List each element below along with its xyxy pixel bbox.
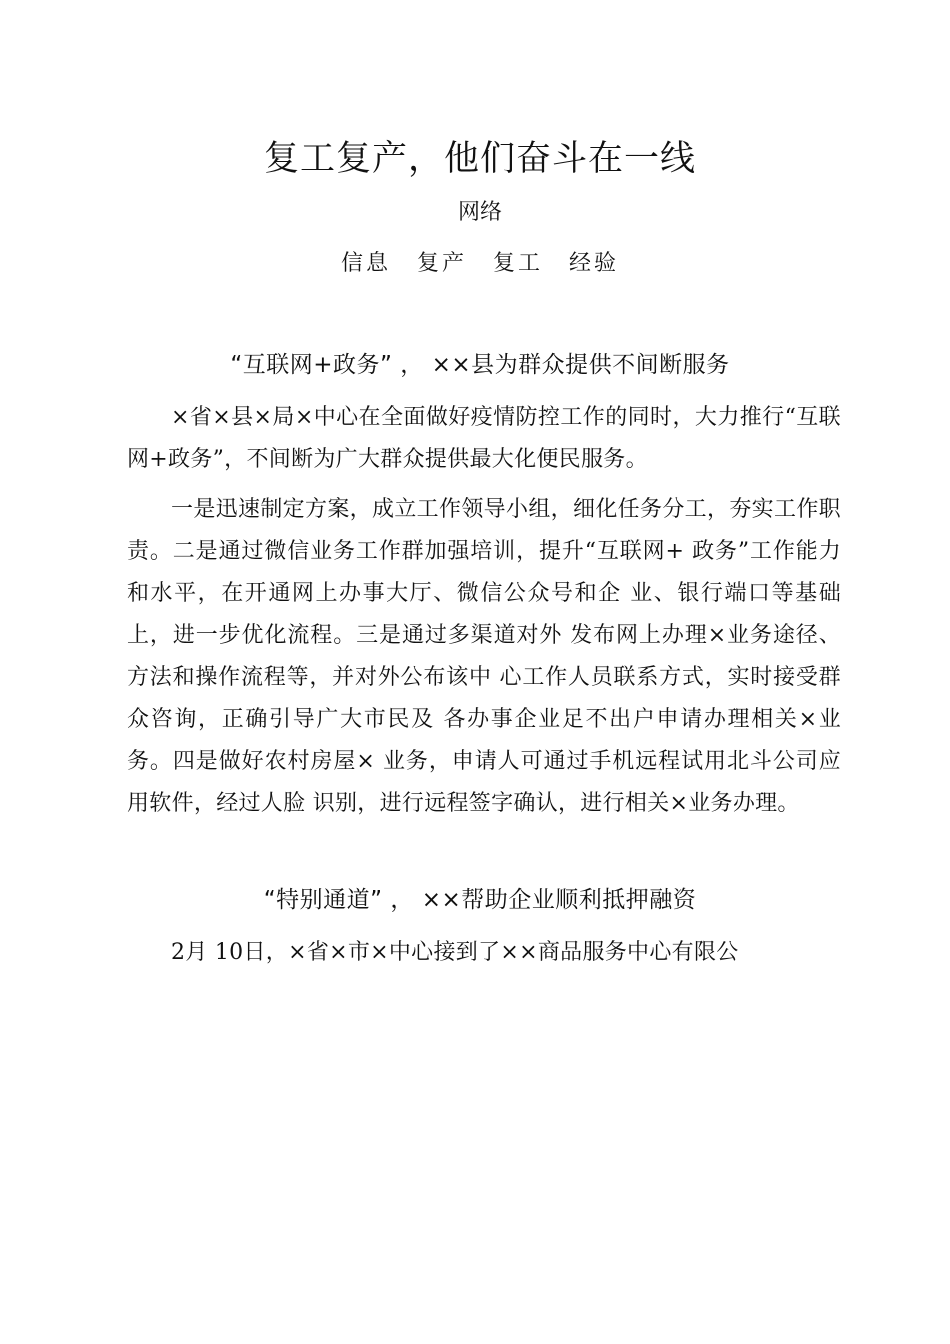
keyword: 经验 [569,251,620,276]
document-title: 复工复产，他们奋斗在一线 [263,139,696,179]
body-paragraph: 2月 10日，×省×市×中心接到了××商品服务中心有限公 [171,940,739,965]
section-heading: “互联网+政务” ， ××县为群众提供不间断服务 [230,352,730,378]
body-paragraph: 一是迅速制定方案，成立工作领导小组，细化任务分工，夯实工作职责。二是通过微信业务工作群加强培训，提升“互联网+ 政务”工作能力和水平，在开通网上办事大厅、微信公众号和企 业、银行端口等基础上，进一步优化流程。三是通过多渠道对外 发布网上办理×业务途径、方法和操作流程等，并对外公布该中 心工作人员联系方式，实时接受群众咨询，正确引导广大市民及 各办事企业足不出户申请办理相关×业务。四是做好农村房屋× 业务，申请人可通过手机远程试用北斗公司应用软件，经过人脸 识别，进行远程签字确认，进行相关×业务办理。 [127,497,841,816]
document-source: 网络 [457,200,502,225]
keyword: 信息 [340,251,391,276]
keyword: 复工 [493,251,544,276]
body-paragraph: ×省×县×局×中心在全面做好疫情防控工作的同时，大力推行“互联网+政务”，不间断为广大群众提供最大化便民服务。 [127,405,841,472]
document-keywords [0,249,950,279]
keyword: 复产 [416,251,467,276]
section-heading: “特别通道” ， ××帮助企业顺利抵押融资 [263,887,697,913]
